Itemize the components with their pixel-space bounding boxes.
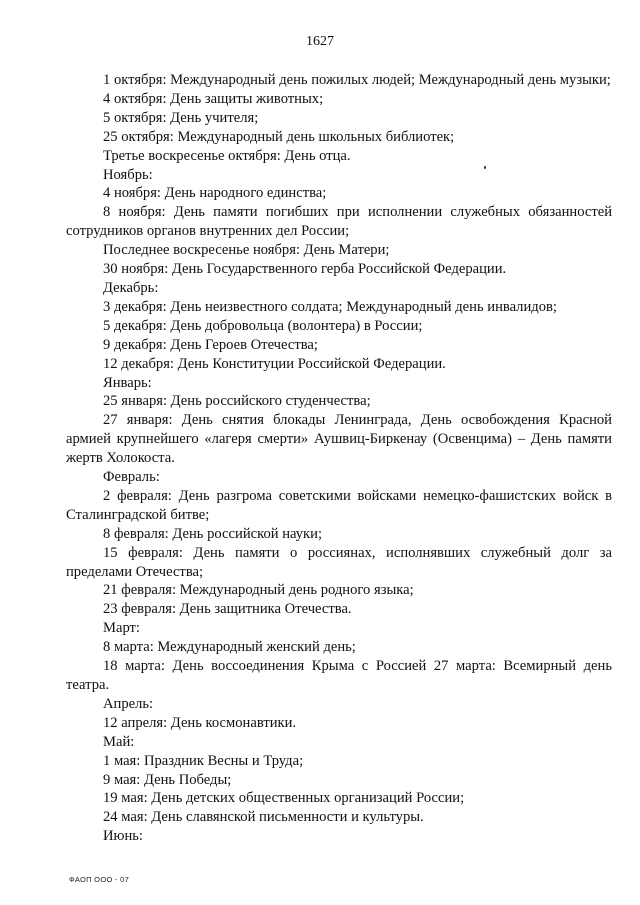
month-heading-march: Март: bbox=[103, 620, 140, 637]
page-number: 1627 bbox=[306, 34, 334, 49]
paragraph-october-25: 25 октября: Международный день школьных библиотек; bbox=[103, 128, 455, 145]
paragraph-february-23: 23 февраля: День защитника Отечества. bbox=[103, 601, 352, 618]
paragraph-march-8: 8 марта: Международный женский день; bbox=[103, 639, 356, 656]
paragraph-december-12: 12 декабря: День Конституции Российской Федерации. bbox=[103, 355, 446, 372]
paragraph-february-8: 8 февраля: День российской науки; bbox=[103, 525, 323, 542]
paragraph-december-5: 5 декабря: День добровольца (волонтера) в России; bbox=[103, 317, 423, 334]
paragraph-april-12: 12 апреля: День космонавтики. bbox=[103, 714, 297, 731]
month-heading-april: Апрель: bbox=[103, 695, 154, 712]
document-body bbox=[66, 71, 612, 846]
paragraph-november-4: 4 ноября: День народного единства; bbox=[103, 185, 327, 202]
paragraph-january-25: 25 января: День российского студенчества; bbox=[103, 393, 371, 410]
paragraph-march-18: 18 марта: День воссоединения Крыма с Россией 27 марта: Всемирный день театра. bbox=[66, 658, 612, 693]
month-heading-december: Декабрь: bbox=[103, 279, 159, 296]
paragraph-january-27: 27 января: День снятия блокады Ленинграда, День освобождения Красной армией крупнейшего «лагеря смерти» Аушвиц-Биркенау (Освенцима) – День памяти жертв Холокоста. bbox=[66, 412, 612, 467]
paragraph-december-9: 9 декабря: День Героев Отечества; bbox=[103, 336, 318, 353]
paragraph-november-last-sunday: Последнее воскресенье ноября: День Матери; bbox=[103, 242, 390, 259]
paragraph-october-1: 1 октября: Международный день пожилых людей; Международный день музыки; bbox=[103, 72, 611, 88]
paragraph-october-5: 5 октября: День учителя; bbox=[103, 109, 259, 126]
month-heading-february: Февраль: bbox=[103, 469, 160, 486]
document-footer-code: ФАОП ООО - 07 bbox=[69, 875, 130, 884]
paragraph-february-21: 21 февраля: Международный день родного языка; bbox=[103, 582, 414, 599]
month-heading-november: Ноябрь: bbox=[103, 166, 153, 183]
paragraph-november-8: 8 ноября: День памяти погибших при исполнении служебных обязанностей сотрудников органов внутренних дел России; bbox=[66, 204, 612, 240]
paragraph-may-9: 9 мая: День Победы; bbox=[103, 771, 232, 788]
paragraph-december-3: 3 декабря: День неизвестного солдата; Международный день инвалидов; bbox=[103, 298, 557, 315]
month-heading-may: Май: bbox=[103, 733, 135, 750]
paragraph-november-30: 30 ноября: День Государственного герба Российской Федерации. bbox=[103, 261, 507, 278]
paragraph-may-19: 19 мая: День детских общественных организаций России; bbox=[103, 790, 465, 807]
month-heading-january: Январь: bbox=[103, 374, 152, 391]
paragraph-october-4: 4 октября: День защиты животных; bbox=[103, 90, 324, 107]
paragraph-october-third-sunday: Третье воскресенье октября: День отца. bbox=[103, 147, 351, 164]
paragraph-may-1: 1 мая: Праздник Весны и Труда; bbox=[103, 752, 304, 769]
paragraph-may-24: 24 мая: День славянской письменности и культуры. bbox=[103, 809, 424, 826]
scan-speck bbox=[484, 166, 486, 169]
paragraph-february-2: 2 февраля: День разгрома советскими войсками немецко-фашистских войск в Сталинградской битве; bbox=[66, 487, 612, 523]
paragraph-february-15: 15 февраля: День памяти о россиянах, исполнявших служебный долг за пределами Отечества; bbox=[66, 544, 612, 580]
month-heading-june: Июнь: bbox=[103, 828, 143, 845]
